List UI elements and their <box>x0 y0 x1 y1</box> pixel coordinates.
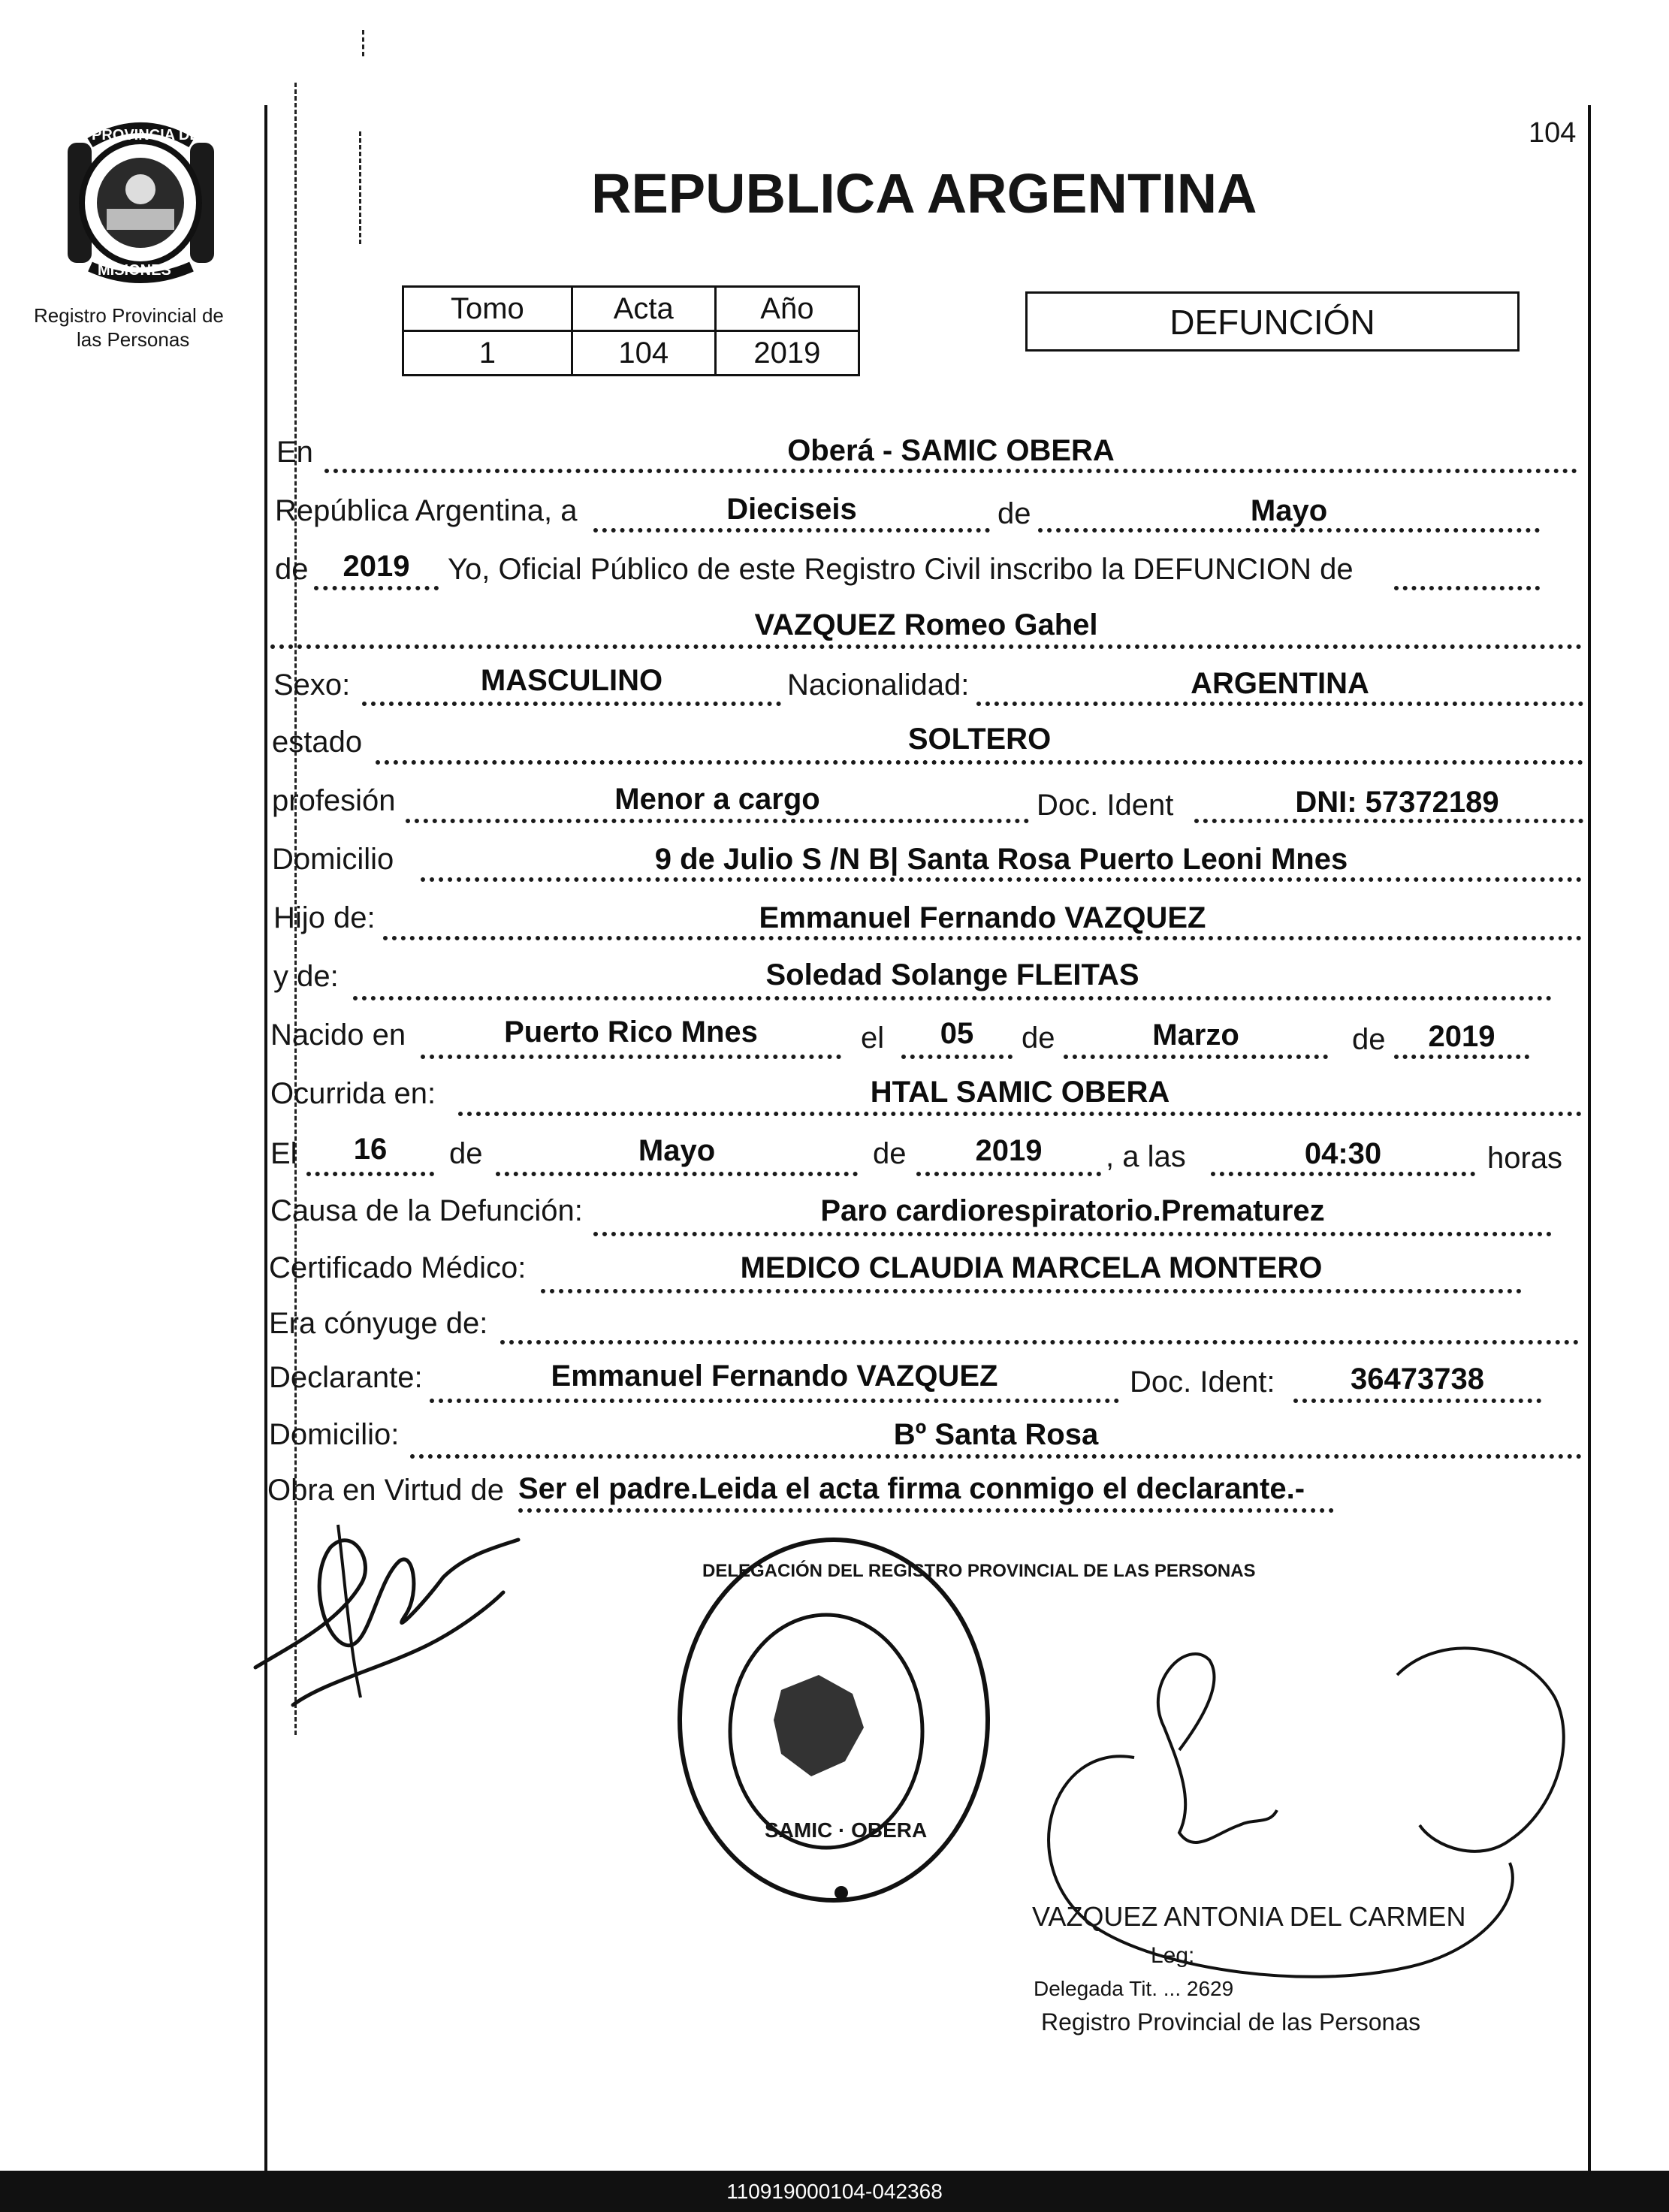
table-value-tomo: 1 <box>403 331 572 376</box>
value-ocurrida: HTAL SAMIC OBERA <box>870 1076 1170 1109</box>
value-declarante-domicilio: Bº Santa Rosa <box>893 1418 1099 1451</box>
seal-text-bottom: MISIONES <box>98 262 171 279</box>
registry-stamp <box>669 1532 999 1930</box>
value-dia-texto: Dieciseis <box>726 493 857 526</box>
line-obra <box>518 1508 1334 1513</box>
label-hijo-de: Hijo de: <box>273 901 376 934</box>
label-ocurrida-en: Ocurrida en: <box>270 1077 436 1110</box>
left-margin-line <box>264 105 267 2171</box>
value-def-hora: 04:30 <box>1304 1137 1382 1170</box>
record-table <box>402 285 860 376</box>
line-def-dia <box>306 1172 434 1176</box>
value-def-anio: 2019 <box>975 1134 1043 1167</box>
table-header-tomo: Tomo <box>403 287 572 331</box>
seal-text-top: PROVINCIA DE <box>92 127 200 143</box>
value-nombre: VAZQUEZ Romeo Gahel <box>754 608 1098 641</box>
label-estado: estado <box>272 726 363 759</box>
line-def-anio <box>916 1172 1101 1176</box>
line-doc-ident <box>1194 819 1583 823</box>
value-mes: Mayo <box>1250 494 1328 527</box>
official-registry: Registro Provincial de las Personas <box>1041 2008 1421 2035</box>
line-anio <box>314 586 439 590</box>
label-obra: Obra en Virtud de <box>267 1474 505 1507</box>
label-de-mes: de <box>997 497 1031 530</box>
line-def-mes <box>496 1172 858 1176</box>
line-conyuge <box>500 1340 1579 1344</box>
value-def-dia: 16 <box>353 1133 388 1166</box>
value-certificado: MEDICO CLAUDIA MARCELA MONTERO <box>740 1251 1323 1284</box>
value-lugar: Oberá - SAMIC OBERA <box>787 434 1115 467</box>
label-de-def-mes: de <box>449 1137 483 1170</box>
label-nacido-en: Nacido en <box>270 1018 406 1052</box>
official-title: Delegada Tit. ... 2629 <box>1034 1977 1234 2000</box>
official-name: VAZQUEZ ANTONIA DEL CARMEN <box>1032 1901 1466 1932</box>
declarant-signature <box>248 1495 563 1720</box>
line-def-hora <box>1211 1172 1475 1176</box>
line-profesion <box>406 819 1029 823</box>
label-a-las: , a las <box>1106 1140 1186 1173</box>
value-nacido-anio: 2019 <box>1428 1020 1495 1053</box>
value-nacionalidad: ARGENTINA <box>1191 667 1369 700</box>
line-declarante <box>430 1399 1119 1403</box>
label-conyuge: Era cónyuge de: <box>269 1307 488 1340</box>
line-nombre <box>270 644 1582 649</box>
stamp-inner-text: SAMIC · OBERA <box>765 1818 928 1842</box>
table-header-acta: Acta <box>572 287 715 331</box>
page-number: 104 <box>1529 117 1577 149</box>
label-el: el <box>861 1022 885 1055</box>
label-inscribe: Yo, Oficial Público de este Registro Civil inscribo la DEFUNCION de <box>448 553 1354 586</box>
registry-name-line1: Registro Provincial de <box>34 304 224 327</box>
value-nacido-mes: Marzo <box>1152 1018 1239 1052</box>
label-en: En <box>276 436 313 469</box>
value-declarante-doc: 36473738 <box>1351 1363 1484 1396</box>
line-nacido-mes <box>1064 1055 1328 1059</box>
table-header-anio: Año <box>715 287 859 331</box>
line-declarante-doc <box>1293 1399 1541 1403</box>
line-inscribe-tail <box>1394 586 1540 590</box>
label-causa: Causa de la Defunción: <box>270 1194 583 1227</box>
page-title: REPUBLICA ARGENTINA <box>591 162 1257 225</box>
label-de-nacido-anio: de <box>1352 1023 1386 1056</box>
label-doc-ident: Doc. Ident <box>1037 789 1174 822</box>
value-declarante: Emmanuel Fernando VAZQUEZ <box>551 1359 998 1393</box>
value-nacido-lugar: Puerto Rico Mnes <box>504 1015 758 1049</box>
value-estado: SOLTERO <box>907 723 1052 756</box>
line-dia <box>593 528 990 533</box>
official-leg: Leg: <box>1151 1943 1195 1968</box>
label-profesion: profesión <box>272 784 396 817</box>
label-certificado: Certificado Médico: <box>269 1251 527 1284</box>
label-de-nacido-mes: de <box>1022 1022 1055 1055</box>
line-en <box>324 469 1577 473</box>
label-nacionalidad: Nacionalidad: <box>787 668 970 702</box>
line-domicilio <box>421 877 1582 882</box>
label-de-def-anio: de <box>873 1137 907 1170</box>
line-estado <box>376 760 1583 765</box>
label-horas: horas <box>1487 1142 1563 1175</box>
footer-code: 110919000104-042368 <box>0 2171 1669 2212</box>
record-type-box <box>1025 291 1520 352</box>
table-value-acta: 104 <box>572 331 715 376</box>
line-sexo <box>362 702 781 706</box>
value-sexo: MASCULINO <box>480 664 663 697</box>
record-type: DEFUNCIÓN <box>1170 303 1375 342</box>
line-madre <box>353 996 1552 1000</box>
line-nacido-anio <box>1394 1055 1529 1059</box>
line-declarante-domicilio <box>410 1454 1582 1459</box>
label-domicilio: Domicilio <box>272 843 394 876</box>
label-sexo: Sexo: <box>273 668 351 702</box>
value-nacido-dia: 05 <box>940 1017 974 1050</box>
label-republica: República Argentina, a <box>275 494 578 527</box>
stamp-round-text: DELEGACIÓN DEL REGISTRO PROVINCIAL DE LAS PERSONAS <box>702 1561 1256 1581</box>
value-profesion: Menor a cargo <box>614 783 820 816</box>
label-y-de: y de: <box>273 960 339 993</box>
table-value-anio: 2019 <box>715 331 859 376</box>
fold-mark-3 <box>362 30 364 56</box>
value-def-mes: Mayo <box>638 1134 716 1167</box>
line-mes <box>1038 528 1540 533</box>
label-domicilio-declarante: Domicilio: <box>269 1418 400 1451</box>
line-padre <box>383 936 1582 940</box>
line-causa <box>593 1232 1552 1236</box>
value-madre: Soledad Solange FLEITAS <box>765 958 1139 991</box>
label-el-upper: El <box>270 1137 297 1170</box>
line-certificado <box>541 1289 1522 1293</box>
line-nacido-lugar <box>421 1055 841 1059</box>
value-obra: Ser el padre.Leida el acta firma conmigo el declarante.- <box>518 1472 1305 1505</box>
value-anio: 2019 <box>343 550 410 583</box>
registry-name-line2: las Personas <box>77 328 190 351</box>
line-nacido-dia <box>901 1055 1013 1059</box>
label-declarante: Declarante: <box>269 1361 423 1394</box>
right-margin-line <box>1588 105 1591 2171</box>
label-doc-ident-declarante: Doc. Ident: <box>1130 1366 1275 1399</box>
official-signature <box>954 1637 1585 2028</box>
line-nacionalidad <box>976 702 1583 706</box>
label-de-anio: de <box>275 553 309 586</box>
fold-mark-2 <box>359 131 361 244</box>
value-domicilio: 9 de Julio S /N B| Santa Rosa Puerto Leoni Mnes <box>654 843 1348 876</box>
line-ocurrida <box>458 1112 1582 1116</box>
value-causa: Paro cardiorespiratorio.Prematurez <box>820 1194 1325 1227</box>
value-doc-ident: DNI: 57372189 <box>1295 786 1499 819</box>
value-padre: Emmanuel Fernando VAZQUEZ <box>759 901 1206 934</box>
